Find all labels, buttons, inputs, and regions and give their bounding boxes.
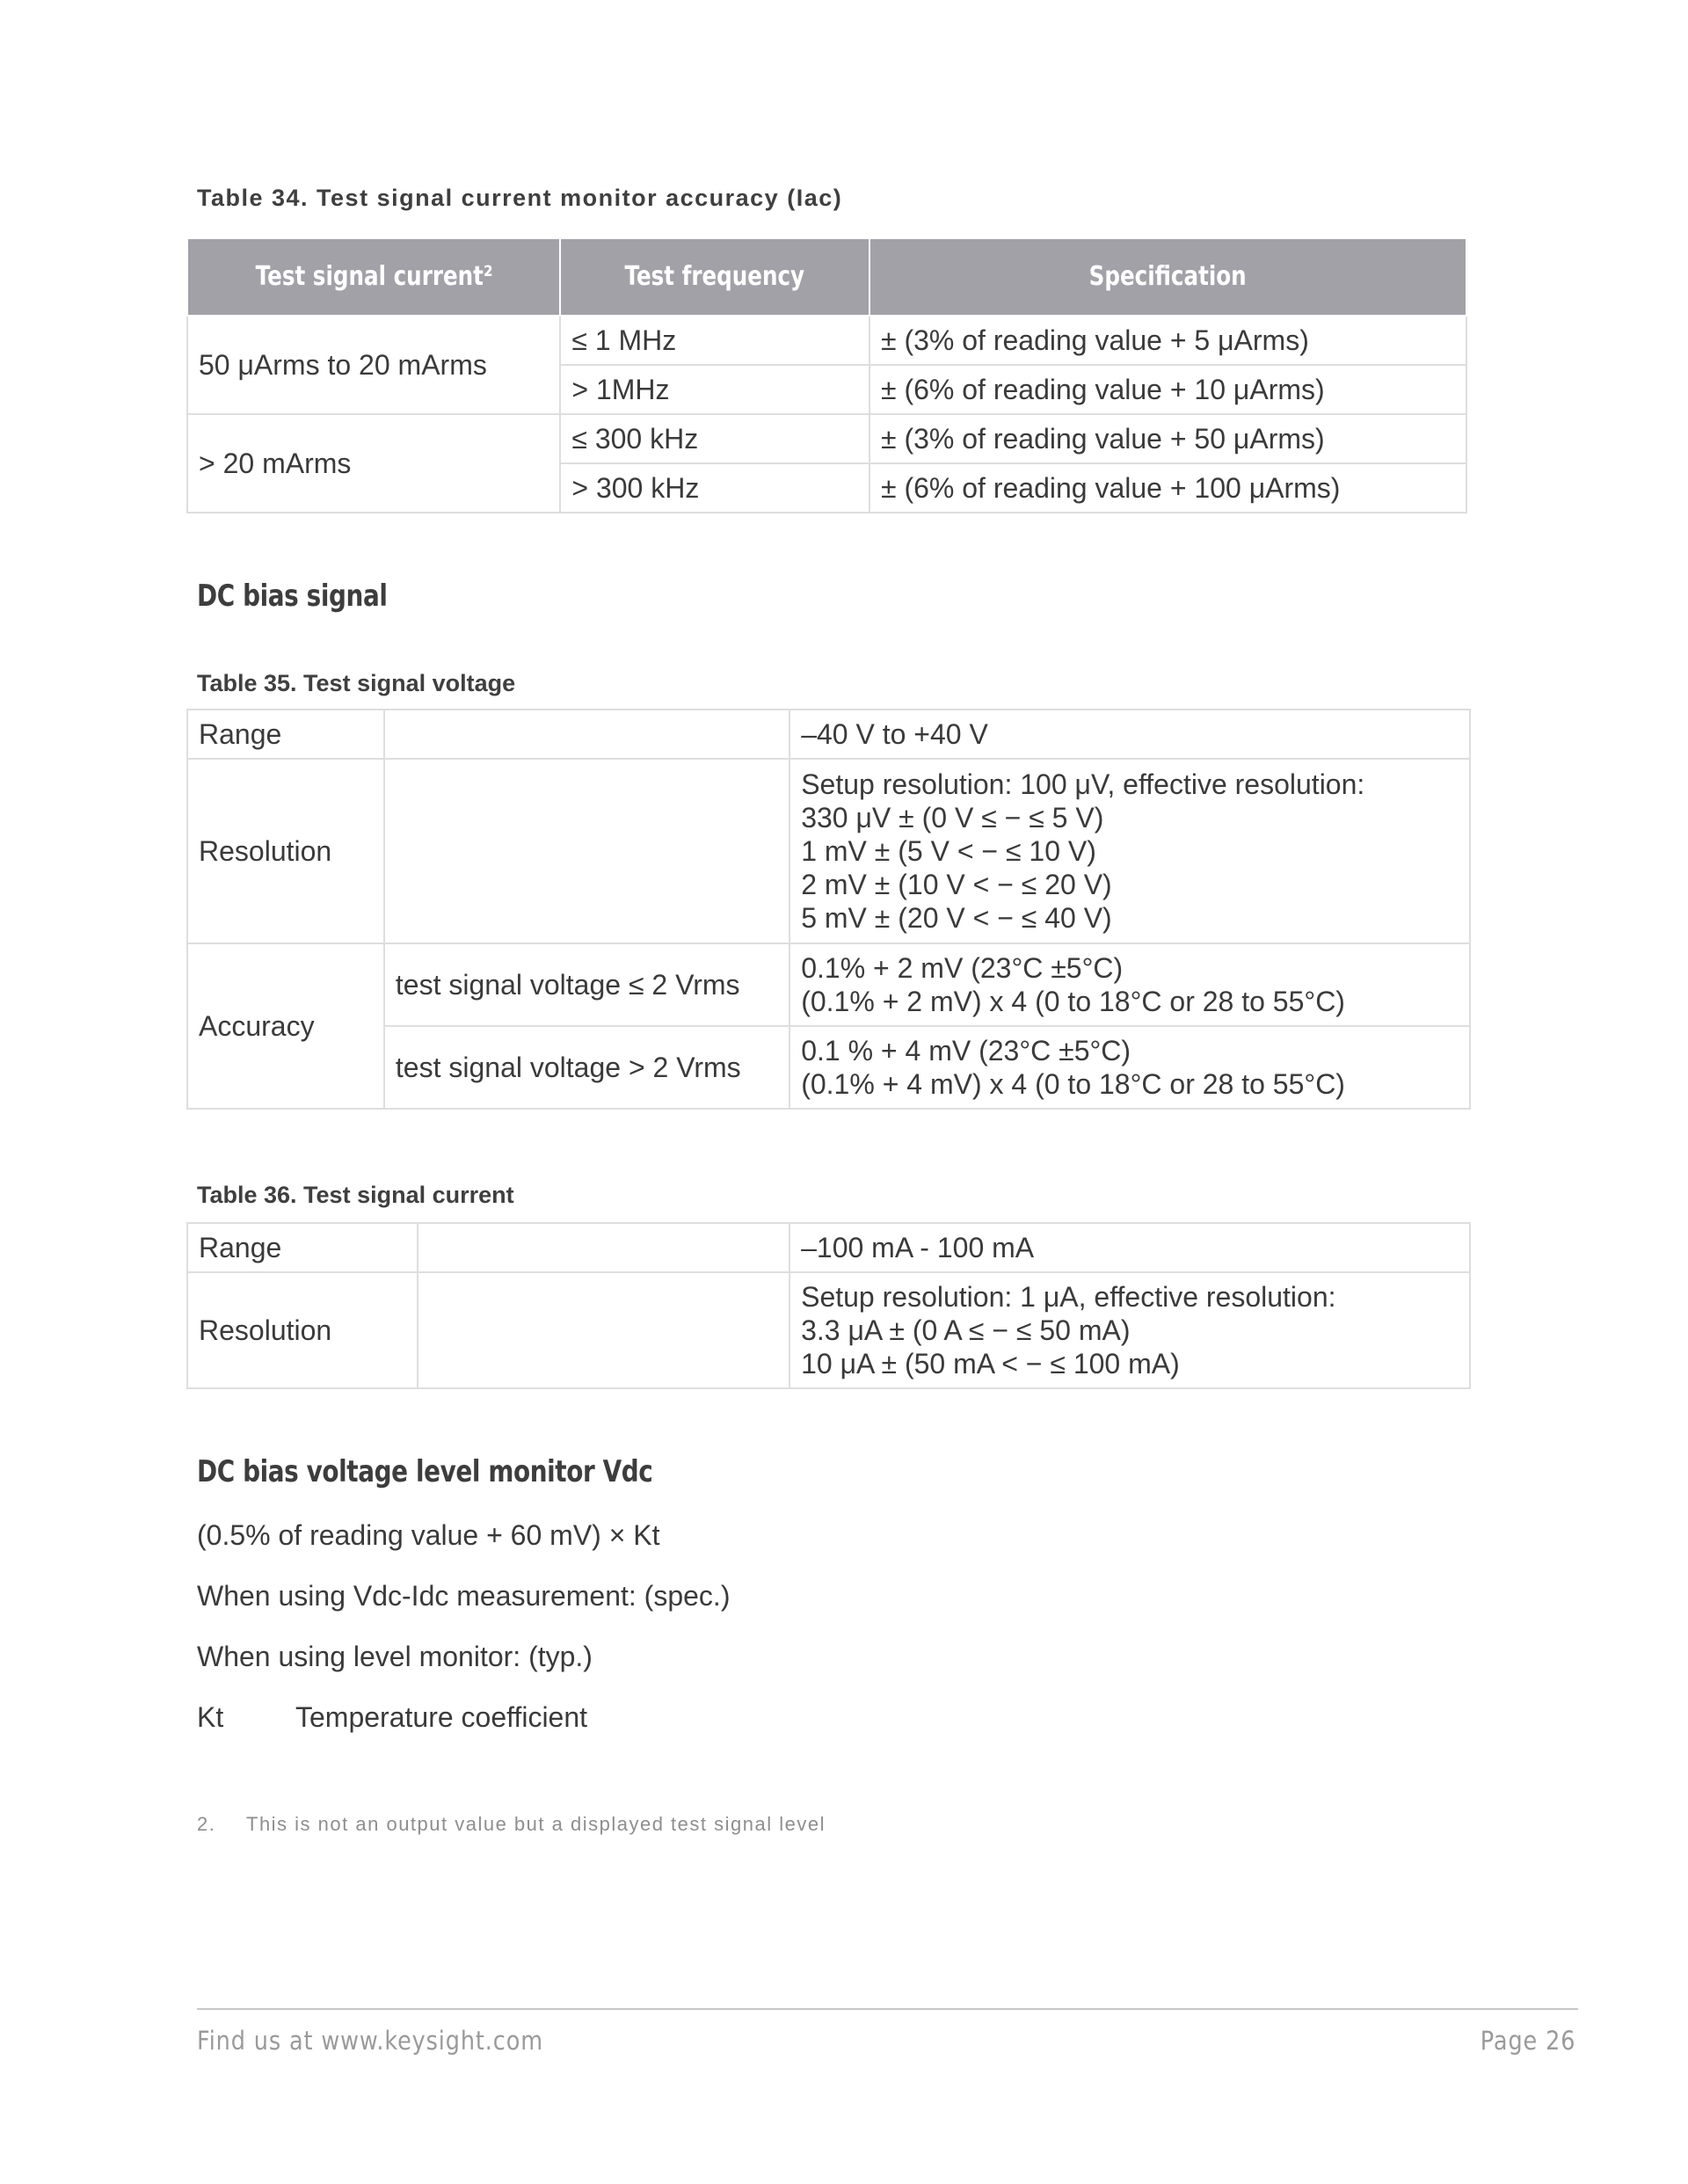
- accuracy-line: (0.1% + 4 mV) x 4 (0 to 18°C or 28 to 55°C): [801, 1068, 1345, 1100]
- range-label-cell: Range: [187, 1223, 418, 1272]
- table-35: [186, 709, 1471, 1110]
- level-monitor-paragraph: When using level monitor: (typ.): [197, 1641, 593, 1672]
- accuracy-value-cell: [789, 1026, 1470, 1109]
- current-cell: > 20 mArms: [187, 414, 560, 513]
- kt-definition: Temperature coefficient: [295, 1701, 588, 1733]
- range-value-cell: –40 V to +40 V: [789, 710, 1470, 759]
- resolution-value-cell: [789, 759, 1470, 943]
- footer-website: Find us at www.keysight.com: [197, 2026, 543, 2056]
- resolution-line: 5 mV ± (20 V < − ≤ 40 V): [801, 902, 1112, 934]
- kt-definition-row: [197, 1701, 587, 1734]
- footnote-text: This is not an output value but a displayed test signal level: [246, 1813, 826, 1835]
- footnote-number: 2.: [197, 1813, 216, 1835]
- table-34-caption: Table 34. Test signal current monitor accuracy (Iac): [197, 185, 843, 211]
- resolution-line: 3.3 μA ± (0 A ≤ − ≤ 50 mA): [801, 1314, 1131, 1346]
- table-row: [187, 943, 1470, 1026]
- accuracy-line: 0.1 % + 4 mV (23°C ±5°C): [801, 1035, 1131, 1067]
- formula-paragraph: (0.5% of reading value + 60 mV) × Kt: [197, 1519, 660, 1551]
- section-heading-vdc-monitor: DC bias voltage level monitor Vdc: [197, 1454, 653, 1489]
- spec-cell: ± (6% of reading value + 100 μArms): [869, 463, 1466, 513]
- footer-divider: [197, 2008, 1578, 2010]
- resolution-line: 10 μA ± (50 mA < − ≤ 100 mA): [801, 1348, 1180, 1380]
- resolution-line: 1 mV ± (5 V < − ≤ 10 V): [801, 835, 1096, 867]
- table-row: [187, 1272, 1470, 1388]
- header-test-signal-current: Test signal current²: [187, 238, 560, 316]
- empty-cell: [418, 1272, 789, 1388]
- frequency-cell: ≤ 1 MHz: [560, 316, 869, 365]
- resolution-line: 330 μV ± (0 V ≤ − ≤ 5 V): [801, 802, 1104, 834]
- accuracy-line: (0.1% + 2 mV) x 4 (0 to 18°C or 28 to 55°C): [801, 986, 1345, 1017]
- empty-cell: [384, 759, 789, 943]
- resolution-value-cell: [789, 1272, 1470, 1388]
- table-34: [186, 237, 1467, 513]
- resolution-line: Setup resolution: 100 μV, effective resolution:: [801, 768, 1365, 800]
- table-row: [187, 759, 1470, 943]
- table-row: [187, 710, 1470, 759]
- range-label-cell: Range: [187, 710, 384, 759]
- resolution-line: 2 mV ± (10 V < − ≤ 20 V): [801, 869, 1112, 900]
- resolution-line: Setup resolution: 1 μA, effective resolution:: [801, 1281, 1336, 1313]
- empty-cell: [384, 710, 789, 759]
- vdc-idc-paragraph: When using Vdc-Idc measurement: (spec.): [197, 1580, 731, 1612]
- spec-cell: ± (3% of reading value + 5 μArms): [869, 316, 1466, 365]
- empty-cell: [418, 1223, 789, 1272]
- accuracy-value-cell: [789, 943, 1470, 1026]
- frequency-cell: ≤ 300 kHz: [560, 414, 869, 463]
- accuracy-condition-cell: test signal voltage > 2 Vrms: [384, 1026, 789, 1109]
- frequency-cell: > 1MHz: [560, 365, 869, 414]
- resolution-label-cell: Resolution: [187, 1272, 418, 1388]
- current-cell: 50 μArms to 20 mArms: [187, 316, 560, 414]
- accuracy-condition-cell: test signal voltage ≤ 2 Vrms: [384, 943, 789, 1026]
- table-36-caption: Table 36. Test signal current: [197, 1182, 514, 1208]
- spec-cell: ± (3% of reading value + 50 μArms): [869, 414, 1466, 463]
- table-row: [187, 1223, 1470, 1272]
- spec-cell: ± (6% of reading value + 10 μArms): [869, 365, 1466, 414]
- section-heading-dc-bias-signal: DC bias signal: [197, 579, 388, 614]
- table-row: [187, 316, 1466, 365]
- header-test-frequency: Test frequency: [560, 238, 869, 316]
- header-specification: Specification: [869, 238, 1466, 316]
- table-35-caption: Table 35. Test signal voltage: [197, 670, 516, 696]
- table-row: [187, 414, 1466, 463]
- table-36: [186, 1222, 1471, 1389]
- accuracy-label-cell: Accuracy: [187, 943, 384, 1109]
- frequency-cell: > 300 kHz: [560, 463, 869, 513]
- range-value-cell: –100 mA - 100 mA: [789, 1223, 1470, 1272]
- table-header-row: [187, 238, 1466, 316]
- resolution-label-cell: Resolution: [187, 759, 384, 943]
- accuracy-line: 0.1% + 2 mV (23°C ±5°C): [801, 952, 1124, 984]
- footer-page-number: Page 26: [1480, 2026, 1575, 2056]
- kt-term: Kt: [197, 1701, 224, 1733]
- footnote: [197, 1813, 826, 1836]
